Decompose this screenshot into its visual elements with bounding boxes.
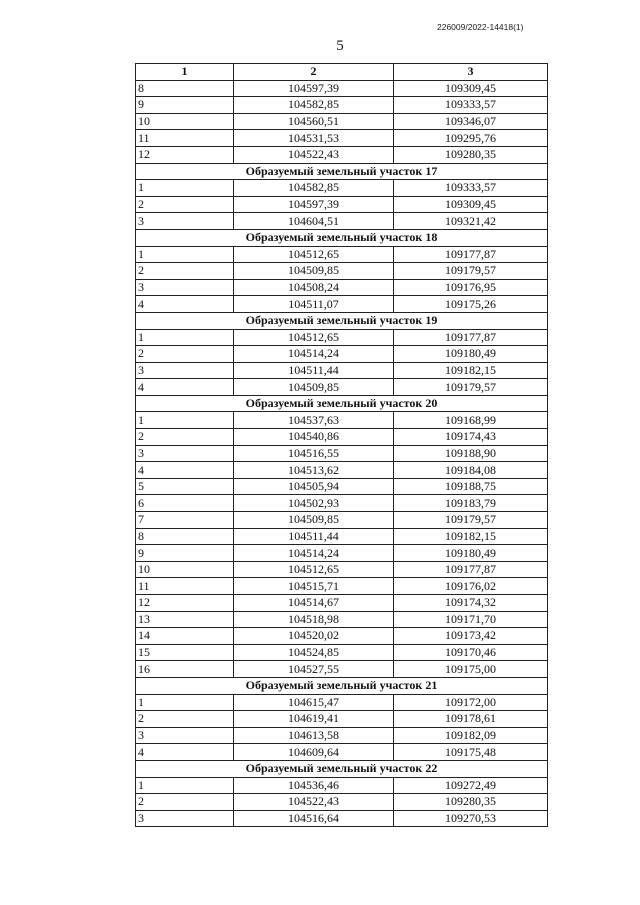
- y-coordinate-cell: 109175,48: [394, 744, 548, 761]
- section-title-row: [136, 229, 548, 246]
- document-number: 226009/2022-14418(1): [437, 22, 524, 32]
- section-title-row: [136, 677, 548, 694]
- coordinates-table: [135, 63, 548, 827]
- y-coordinate-cell: 109295,76: [394, 130, 548, 147]
- x-coordinate-cell: 104509,85: [234, 379, 394, 396]
- table-row: [136, 644, 548, 661]
- point-number-cell: 10: [136, 561, 234, 578]
- y-coordinate-cell: 109175,26: [394, 296, 548, 313]
- table-row: [136, 80, 548, 97]
- point-number-cell: 12: [136, 146, 234, 163]
- point-number-cell: 14: [136, 628, 234, 645]
- y-coordinate-cell: 109346,07: [394, 113, 548, 130]
- x-coordinate-cell: 104509,85: [234, 512, 394, 529]
- point-number-cell: 7: [136, 512, 234, 529]
- table-row: [136, 412, 548, 429]
- table-row: [136, 711, 548, 728]
- section-title-row: [136, 395, 548, 412]
- table-row: [136, 727, 548, 744]
- table-header-row: [136, 64, 548, 81]
- table-row: [136, 180, 548, 197]
- table-row: [136, 130, 548, 147]
- coordinates-table-body: [136, 64, 548, 827]
- y-coordinate-cell: 109179,57: [394, 263, 548, 280]
- x-coordinate-cell: 104609,64: [234, 744, 394, 761]
- point-number-cell: 2: [136, 794, 234, 811]
- x-coordinate-cell: 104560,51: [234, 113, 394, 130]
- y-coordinate-cell: 109333,57: [394, 97, 548, 114]
- y-coordinate-cell: 109177,87: [394, 246, 548, 263]
- y-coordinate-cell: 109280,35: [394, 146, 548, 163]
- point-number-cell: 2: [136, 711, 234, 728]
- y-coordinate-cell: 109177,87: [394, 561, 548, 578]
- table-row: [136, 296, 548, 313]
- table-row: [136, 512, 548, 529]
- point-number-cell: 8: [136, 80, 234, 97]
- table-row: [136, 661, 548, 678]
- point-number-cell: 16: [136, 661, 234, 678]
- table-row: [136, 362, 548, 379]
- x-coordinate-cell: 104515,71: [234, 578, 394, 595]
- table-row: [136, 744, 548, 761]
- x-coordinate-cell: 104514,24: [234, 545, 394, 562]
- point-number-cell: 1: [136, 694, 234, 711]
- y-coordinate-cell: 109170,46: [394, 644, 548, 661]
- y-coordinate-cell: 109321,42: [394, 213, 548, 230]
- x-coordinate-cell: 104509,85: [234, 263, 394, 280]
- section-title: Образуемый земельный участок 21: [136, 677, 548, 694]
- table-row: [136, 113, 548, 130]
- x-coordinate-cell: 104522,43: [234, 146, 394, 163]
- y-coordinate-cell: 109183,79: [394, 495, 548, 512]
- table-row: [136, 810, 548, 827]
- table-row: [136, 97, 548, 114]
- point-number-cell: 3: [136, 279, 234, 296]
- x-coordinate-cell: 104527,55: [234, 661, 394, 678]
- section-title: Образуемый земельный участок 20: [136, 395, 548, 412]
- table-row: [136, 346, 548, 363]
- point-number-cell: 2: [136, 263, 234, 280]
- y-coordinate-cell: 109333,57: [394, 180, 548, 197]
- point-number-cell: 9: [136, 545, 234, 562]
- page-number: 5: [336, 38, 344, 54]
- section-title: Образуемый земельный участок 22: [136, 760, 548, 777]
- table-row: [136, 578, 548, 595]
- x-coordinate-cell: 104536,46: [234, 777, 394, 794]
- x-coordinate-cell: 104522,43: [234, 794, 394, 811]
- section-title: Образуемый земельный участок 18: [136, 229, 548, 246]
- point-number-cell: 11: [136, 578, 234, 595]
- x-coordinate-cell: 104524,85: [234, 644, 394, 661]
- y-coordinate-cell: 109176,95: [394, 279, 548, 296]
- x-coordinate-cell: 104513,62: [234, 462, 394, 479]
- y-coordinate-cell: 109270,53: [394, 810, 548, 827]
- y-coordinate-cell: 109184,08: [394, 462, 548, 479]
- x-coordinate-cell: 104512,65: [234, 561, 394, 578]
- x-coordinate-cell: 104508,24: [234, 279, 394, 296]
- x-coordinate-cell: 104512,65: [234, 246, 394, 263]
- point-number-cell: 13: [136, 611, 234, 628]
- column-header: 1: [136, 64, 234, 81]
- table-row: [136, 478, 548, 495]
- point-number-cell: 2: [136, 196, 234, 213]
- table-row: [136, 246, 548, 263]
- y-coordinate-cell: 109177,87: [394, 329, 548, 346]
- y-coordinate-cell: 109172,00: [394, 694, 548, 711]
- x-coordinate-cell: 104582,85: [234, 180, 394, 197]
- y-coordinate-cell: 109174,43: [394, 429, 548, 446]
- point-number-cell: 1: [136, 412, 234, 429]
- x-coordinate-cell: 104511,44: [234, 362, 394, 379]
- table-row: [136, 794, 548, 811]
- section-title-row: [136, 312, 548, 329]
- section-title: Образуемый земельный участок 17: [136, 163, 548, 180]
- x-coordinate-cell: 104518,98: [234, 611, 394, 628]
- y-coordinate-cell: 109180,49: [394, 346, 548, 363]
- point-number-cell: 4: [136, 379, 234, 396]
- table-row: [136, 445, 548, 462]
- point-number-cell: 2: [136, 346, 234, 363]
- point-number-cell: 1: [136, 777, 234, 794]
- x-coordinate-cell: 104511,44: [234, 528, 394, 545]
- point-number-cell: 15: [136, 644, 234, 661]
- point-number-cell: 8: [136, 528, 234, 545]
- table-row: [136, 329, 548, 346]
- y-coordinate-cell: 109188,75: [394, 478, 548, 495]
- column-header: 3: [394, 64, 548, 81]
- table-row: [136, 528, 548, 545]
- x-coordinate-cell: 104520,02: [234, 628, 394, 645]
- x-coordinate-cell: 104511,07: [234, 296, 394, 313]
- point-number-cell: 1: [136, 180, 234, 197]
- x-coordinate-cell: 104615,47: [234, 694, 394, 711]
- y-coordinate-cell: 109176,02: [394, 578, 548, 595]
- x-coordinate-cell: 104582,85: [234, 97, 394, 114]
- y-coordinate-cell: 109280,35: [394, 794, 548, 811]
- table-row: [136, 263, 548, 280]
- point-number-cell: 11: [136, 130, 234, 147]
- y-coordinate-cell: 109309,45: [394, 80, 548, 97]
- table-row: [136, 595, 548, 612]
- point-number-cell: 1: [136, 246, 234, 263]
- y-coordinate-cell: 109272,49: [394, 777, 548, 794]
- x-coordinate-cell: 104604,51: [234, 213, 394, 230]
- x-coordinate-cell: 104531,53: [234, 130, 394, 147]
- point-number-cell: 3: [136, 810, 234, 827]
- point-number-cell: 3: [136, 362, 234, 379]
- table-row: [136, 561, 548, 578]
- section-title: Образуемый земельный участок 19: [136, 312, 548, 329]
- table-row: [136, 379, 548, 396]
- table-row: [136, 495, 548, 512]
- point-number-cell: 5: [136, 478, 234, 495]
- x-coordinate-cell: 104514,67: [234, 595, 394, 612]
- y-coordinate-cell: 109182,15: [394, 528, 548, 545]
- y-coordinate-cell: 109168,99: [394, 412, 548, 429]
- y-coordinate-cell: 109171,70: [394, 611, 548, 628]
- table-row: [136, 429, 548, 446]
- table-row: [136, 777, 548, 794]
- point-number-cell: 3: [136, 445, 234, 462]
- y-coordinate-cell: 109173,42: [394, 628, 548, 645]
- table-row: [136, 196, 548, 213]
- point-number-cell: 2: [136, 429, 234, 446]
- x-coordinate-cell: 104613,58: [234, 727, 394, 744]
- table-row: [136, 462, 548, 479]
- point-number-cell: 3: [136, 727, 234, 744]
- y-coordinate-cell: 109179,57: [394, 512, 548, 529]
- column-header: 2: [234, 64, 394, 81]
- x-coordinate-cell: 104512,65: [234, 329, 394, 346]
- point-number-cell: 1: [136, 329, 234, 346]
- table-row: [136, 146, 548, 163]
- x-coordinate-cell: 104516,55: [234, 445, 394, 462]
- x-coordinate-cell: 104502,93: [234, 495, 394, 512]
- table-row: [136, 545, 548, 562]
- y-coordinate-cell: 109180,49: [394, 545, 548, 562]
- x-coordinate-cell: 104505,94: [234, 478, 394, 495]
- x-coordinate-cell: 104514,24: [234, 346, 394, 363]
- point-number-cell: 4: [136, 296, 234, 313]
- x-coordinate-cell: 104597,39: [234, 196, 394, 213]
- point-number-cell: 6: [136, 495, 234, 512]
- y-coordinate-cell: 109188,90: [394, 445, 548, 462]
- point-number-cell: 10: [136, 113, 234, 130]
- x-coordinate-cell: 104537,63: [234, 412, 394, 429]
- y-coordinate-cell: 109182,15: [394, 362, 548, 379]
- y-coordinate-cell: 109309,45: [394, 196, 548, 213]
- table-row: [136, 628, 548, 645]
- x-coordinate-cell: 104619,41: [234, 711, 394, 728]
- section-title-row: [136, 163, 548, 180]
- y-coordinate-cell: 109175,00: [394, 661, 548, 678]
- point-number-cell: 4: [136, 744, 234, 761]
- y-coordinate-cell: 109179,57: [394, 379, 548, 396]
- x-coordinate-cell: 104597,39: [234, 80, 394, 97]
- point-number-cell: 3: [136, 213, 234, 230]
- x-coordinate-cell: 104516,64: [234, 810, 394, 827]
- table-row: [136, 279, 548, 296]
- section-title-row: [136, 760, 548, 777]
- x-coordinate-cell: 104540,86: [234, 429, 394, 446]
- point-number-cell: 9: [136, 97, 234, 114]
- y-coordinate-cell: 109178,61: [394, 711, 548, 728]
- table-row: [136, 213, 548, 230]
- point-number-cell: 4: [136, 462, 234, 479]
- table-row: [136, 611, 548, 628]
- point-number-cell: 12: [136, 595, 234, 612]
- y-coordinate-cell: 109174,32: [394, 595, 548, 612]
- y-coordinate-cell: 109182,09: [394, 727, 548, 744]
- table-row: [136, 694, 548, 711]
